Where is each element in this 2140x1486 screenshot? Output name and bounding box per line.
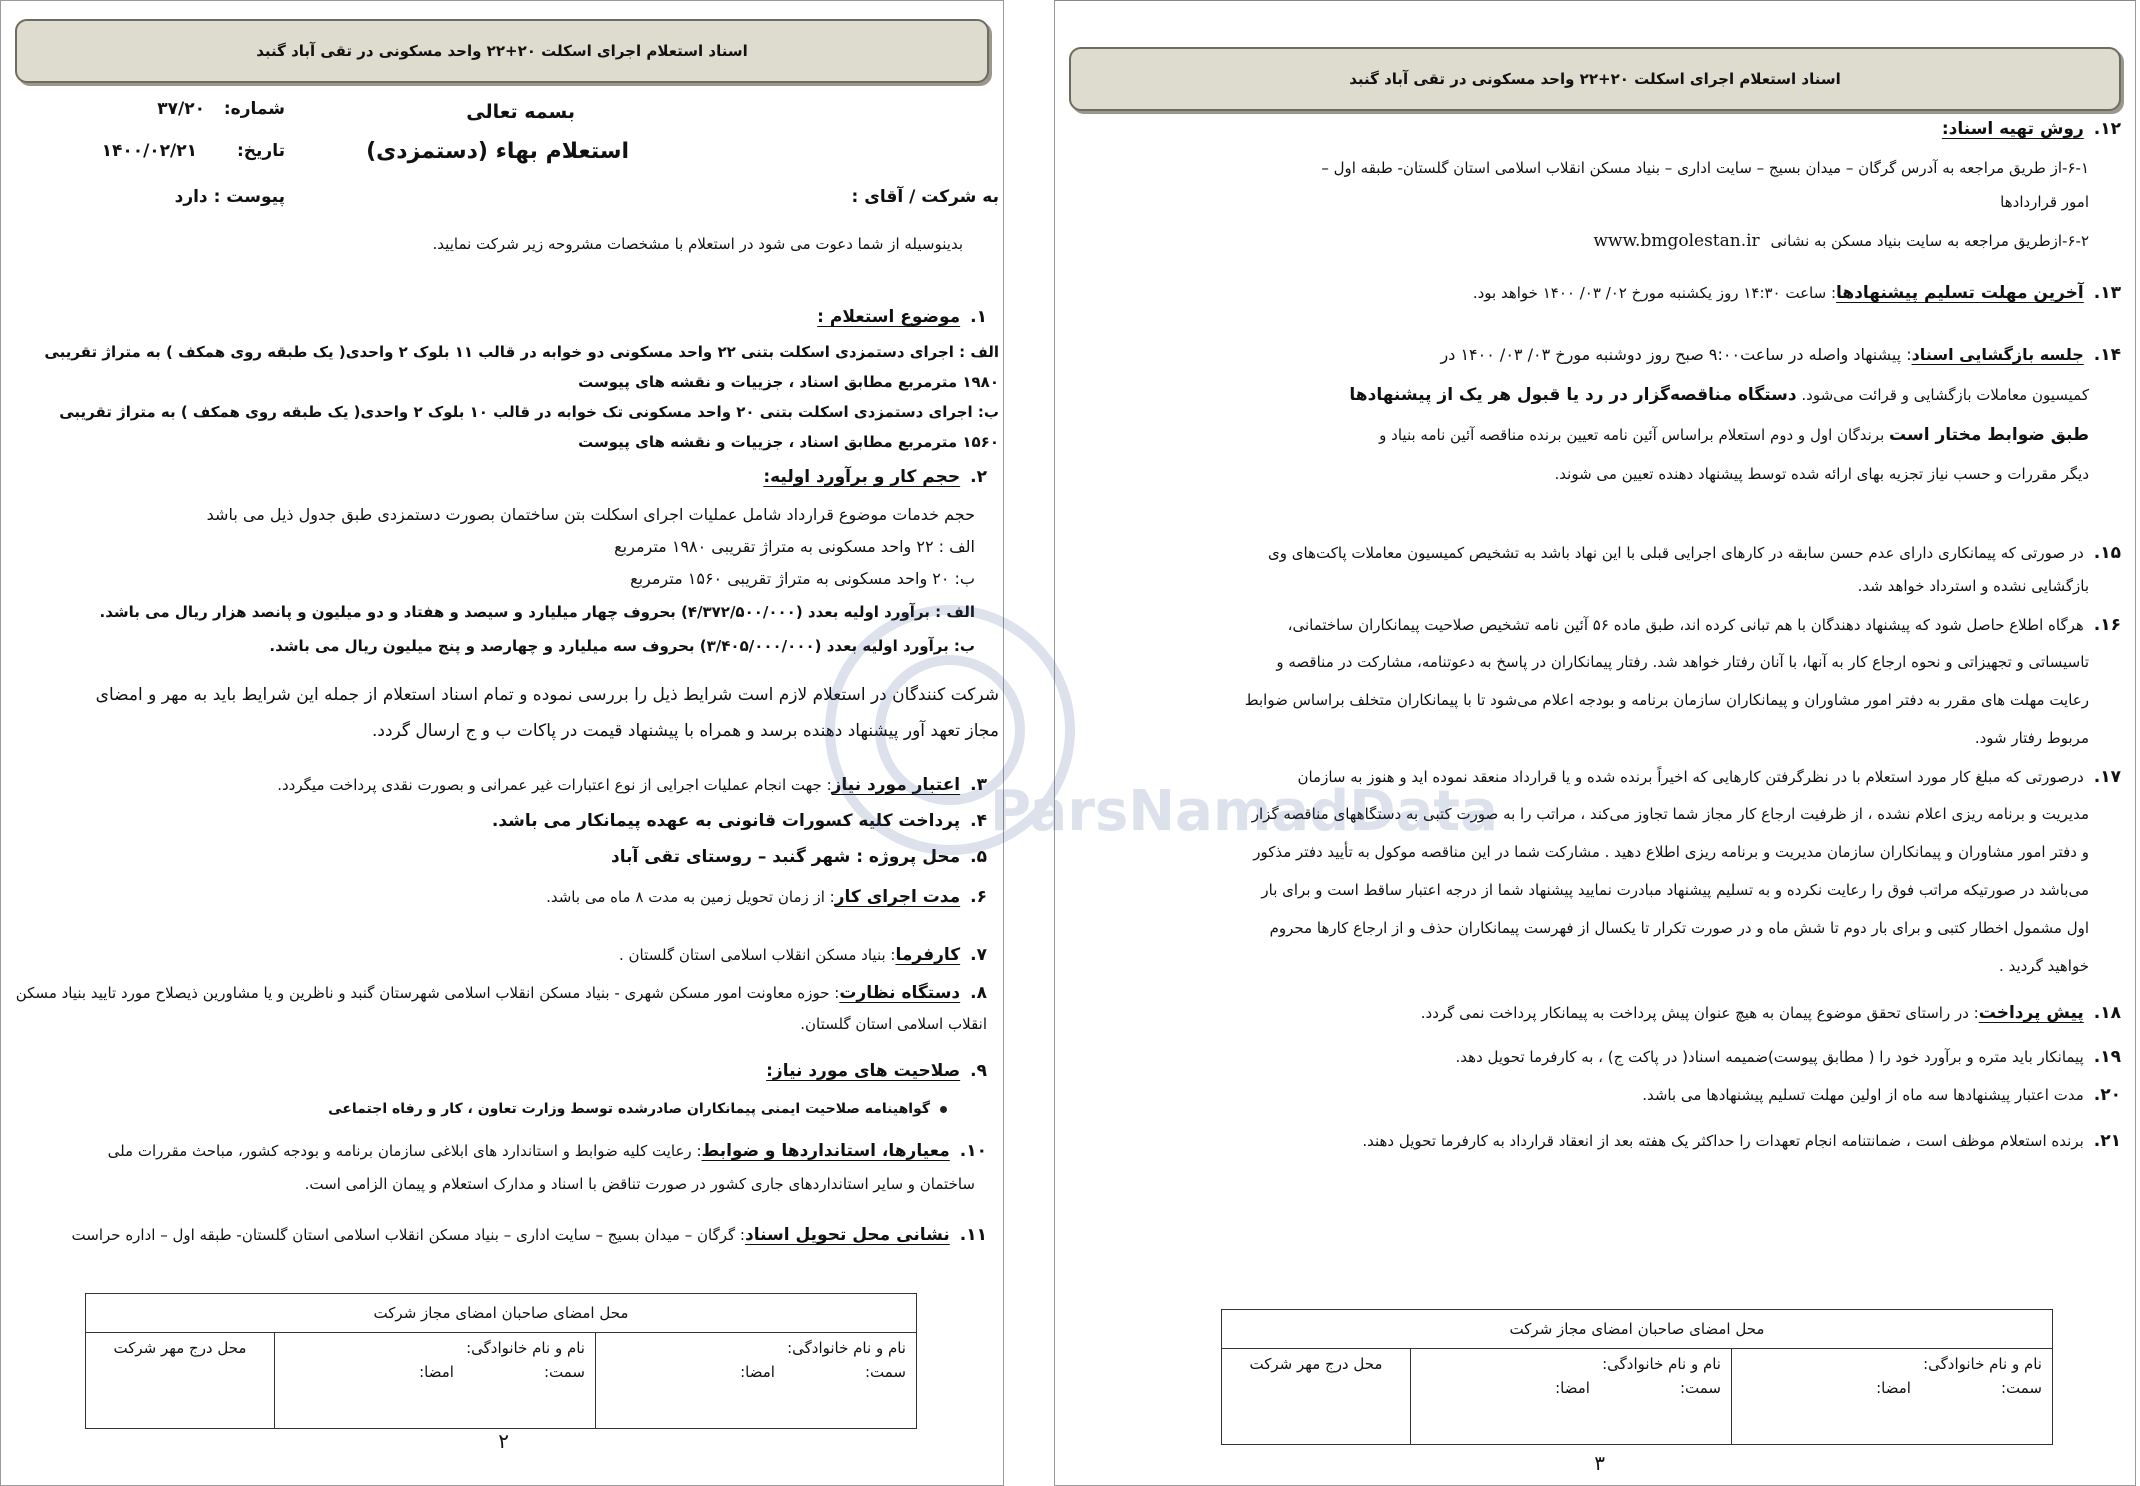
section-10-line2: ساختمان و سایر استانداردهای جاری کشور در صورت تناقض با اسناد و مدارک استعلام و پیمان الزامی است. (304, 1175, 975, 1193)
section-12-line1: ۶-۱-از طریق مراجعه به آدرس گرگان – میدان بسیج – سایت اداری – بنیاد مسکن انقلاب اسلامی استان گلستان- طبقه اول – (1321, 159, 2089, 177)
page-2 (0, 0, 1004, 1486)
page-number: ۳ (1594, 1451, 1605, 1475)
intro-text: بدینوسیله از شما دعوت می شود در استعلام با مشخصات مشروحه زیر شرکت نمایید. (432, 235, 963, 253)
section-20: ۲۰.مدت اعتبار پیشنهادها سه ماه از اولین مهلت تسلیم پیشنهادها می باشد. (1642, 1085, 2121, 1105)
section-16-line3: رعایت مهلت های مقرر به دفتر امور مشاوران و پیمانکاران سازمان برنامه و بودجه اعلام می‌شود تا با پیمانکاران متخلف براساس ضوابط (1244, 691, 2089, 709)
bullet-icon (940, 1106, 947, 1113)
section-17-line2: مدیریت و برنامه ریزی اعلام نشده ، از ظرفیت ارجاع کار مجاز شما تجاوز می‌کند ، مراتب را به صورت کتبی به دستگاههای مناقصه گزار (1251, 805, 2089, 823)
section-16-line1: ۱۶.هرگاه اطلاع حاصل شود که پیشنهاد دهندگان با هم تبانی کرده اند، طبق ماده ۵۶ آئین نامه تشخیص صلاحیت پیمانکاران ساختمانی، (1287, 615, 2121, 635)
section-2-paragraph-line2: مجاز تعهد آور پیشنهاد دهنده برسد و همراه با پیشنهاد قیمت در پاکات ب و ج ارسال گردد. (371, 721, 999, 741)
section-3: ۳.اعتبار مورد نیاز: جهت انجام عملیات اجرایی از نوع اعتبارات غیر عمرانی و بصورت نقدی پرداخت میگردد. (277, 775, 987, 795)
signature-table-header: محل امضای صاحبان امضای مجاز شرکت (1222, 1310, 2053, 1349)
section-10-line1: ۱۰.معیارها، استانداردها و ضوابط: رعایت کلیه ضوابط و استاندارد های ابلاغی سازمان برنامه و بودجه کشور، مباحث مقررات ملی (107, 1141, 987, 1161)
section-1-item-a-line2: ۱۹۸۰ مترمربع مطابق اسناد ، جزییات و نقشه های پیوست (578, 373, 999, 391)
date-value: ۱۴۰۰/۰۲/۲۱ (101, 141, 197, 161)
section-17-line5: اول مشمول اخطار کتبی و برای بار دوم تا شش ماه و در صورت تکرار تا یکسال از فهرست پیمانکاران حذف و از ارجاع کارها محروم (1269, 919, 2089, 937)
section-2-estimate-b: ب: برآورد اولیه بعدد (۳/۴۰۵/۰۰۰/۰۰۰) بحروف سه میلیارد و چهارصد و پنج میلیون ریال می باشد. (269, 637, 975, 655)
section-7: ۷.کارفرما: بنیاد مسکن انقلاب اسلامی استان گلستان . (619, 945, 987, 965)
signature-table (85, 1293, 917, 1429)
signature-table (1221, 1309, 2053, 1445)
section-19: ۱۹.پیمانکار باید متره و برآورد خود را ( مطابق پیوست)ضمیمه اسناد( در پاکت ج) ، به کارفرما تحویل دهد. (1455, 1047, 2121, 1067)
signature-cell-1: نام و نام خانوادگی: سمت: امضا: (596, 1333, 917, 1429)
section-16-line4: مربوط رفتار شود. (1974, 729, 2089, 747)
section-14-line4: دیگر مقررات و حسب نیاز تجزیه بهای ارائه شده توسط پیشنهاد دهنده تعیین می شوند. (1554, 465, 2089, 483)
section-1-heading: ۱.موضوع استعلام : (817, 307, 987, 327)
section-2-heading: ۲.حجم کار و برآورد اولیه: (763, 467, 987, 487)
section-12-line3: ۶-۲-ازطریق مراجعه به سایت بنیاد مسکن به نشانی www.bmgolestan.ir (1593, 231, 2089, 251)
document-header: اسناد استعلام اجرای اسکلت ۲۰+۲۲ واحد مسکونی در تقی آباد گنبد (15, 19, 989, 83)
date-label: تاریخ: (237, 141, 285, 161)
section-15-line2: بازگشایی نشده و استرداد خواهد شد. (1857, 577, 2089, 595)
section-17-line3: و دفتر امور مشاوران و پیمانکاران سازمان مدیریت و برنامه ریزی اطلاع دهید . مشارکت شما در این مناقصه موکول به تأیید دفتر مذکور (1253, 843, 2089, 861)
section-2-line2: الف : ۲۲ واحد مسکونی به متراژ تقریبی ۱۹۸۰ مترمربع (614, 537, 975, 556)
section-8-line2: انقلاب اسلامی استان گلستان. (800, 1015, 987, 1033)
page-number: ۲ (498, 1429, 509, 1453)
section-12-line2: امور قراردادها (2000, 193, 2089, 211)
section-2-estimate-a: الف : برآورد اولیه بعدد (۴/۳۷۲/۵۰۰/۰۰۰) بحروف چهار میلیارد و سیصد و هفتاد و دو میلیون و پانصد هزار ریال می باشد. (99, 603, 975, 621)
section-14-line3: طبق ضوابط مختار است برندگان اول و دوم استعلام براساس آئین نامه تعیین برنده مناقصه آئین نامه بنیاد و (1379, 425, 2089, 445)
section-2-line1: حجم خدمات موضوع قرارداد شامل عملیات اجرای اسکلت بتن ساختمان بصورت دستمزدی طبق جدول ذیل می باشد (206, 505, 975, 524)
section-18: ۱۸.پیش پرداخت: در راستای تحقق موضوع پیمان به هیچ عنوان پیش پرداخت به پیمانکار پرداخت نمی گردد. (1420, 1003, 2121, 1023)
signature-cell-2: نام و نام خانوادگی: سمت: امضا: (275, 1333, 596, 1429)
section-17-line1: ۱۷.درصورتی که مبلغ کار مورد استعلام با در نظرگرفتن کارهایی که اخیراً برنده شده و یا قرارداد منعقد نموده اید و هنوز به سازمان (1297, 767, 2121, 787)
section-17-line6: خواهید گردید . (1999, 957, 2089, 975)
page-3 (1054, 0, 2136, 1486)
recipient-line (1, 187, 999, 207)
document-title: استعلام بهاء (دستمزدی) (366, 139, 629, 164)
company-seal-cell: محل درج مهر شرکت (86, 1333, 275, 1429)
section-9-bullet: گواهینامه صلاحیت ایمنی پیمانکاران صادرشده توسط وزارت تعاون ، کار و رفاه اجتماعی (328, 1101, 947, 1117)
number-label: شماره: (223, 99, 285, 119)
section-13: ۱۳.آخرین مهلت تسلیم پیشنهادها: ساعت ۱۴:۳۰ روز یکشنبه مورخ ۰۲/ ۰۳/ ۱۴۰۰ خواهد بود. (1472, 283, 2121, 303)
section-1-item-b-line1: ب: اجرای دستمزدی اسکلت بتنی ۲۰ واحد مسکونی تک خوابه در قالب ۱۰ بلوک ۲ واحدی( یک طبقه روی همکف ) به متراژ تقریبی (59, 403, 999, 421)
section-1-item-a-line1: الف : اجرای دستمزدی اسکلت بتنی ۲۲ واحد مسکونی دو خوابه در قالب ۱۱ بلوک ۲ واحدی( یک طبقه روی همکف ) به متراژ تقریبی (44, 343, 999, 361)
attachment-status: پیوست : دارد (174, 187, 285, 207)
section-21: ۲۱.برنده استعلام موظف است ، ضمانتنامه انجام تعهدات را حداکثر یک هفته بعد از انعقاد قرارداد به کارفرما تحویل دهند. (1362, 1131, 2121, 1151)
section-15-line1: ۱۵.در صورتی که پیمانکاری دارای عدم حسن سابقه در کارهای اجرایی قبلی با این نهاد باشد به تشخیص کمیسیون معاملات پاکت‌های وی (1268, 543, 2121, 563)
company-seal-cell: محل درج مهر شرکت (1222, 1349, 1411, 1445)
section-14-line1: ۱۴.جلسه بازگشایی اسناد: پیشنهاد واصله در ساعت۹:۰۰ صبح روز دوشنبه مورخ ۰۳/ ۰۳/ ۱۴۰۰ در (1440, 345, 2121, 365)
section-9-heading: ۹.صلاحیت های مورد نیاز: (766, 1061, 987, 1081)
section-11: ۱۱.نشانی محل تحویل اسناد: گرگان – میدان بسیج – سایت اداری – بنیاد مسکن انقلاب اسلامی استان گلستان- طبقه اول – اداره حراست (71, 1225, 987, 1245)
section-14-line2: کمیسیون معاملات بازگشایی و قرائت می‌شود. دستگاه مناقصه‌گزار در رد یا قبول هر یک از پیشنهادها (1349, 385, 2089, 405)
section-5: ۵.محل پروژه : شهر گنبد – روستای تقی آباد (610, 847, 987, 867)
section-16-line2: تاسیساتی و تجهیزاتی و نحوه ارجاع کار به آنها، با آنان رفتار خواهد شد. رفتار پیمانکاران در پاسخ به دعوتنامه، مشارکت در مناقصه و (1276, 653, 2089, 671)
signature-table-header: محل امضای صاحبان امضای مجاز شرکت (86, 1294, 917, 1333)
section-2-line3: ب: ۲۰ واحد مسکونی به متراژ تقریبی ۱۵۶۰ مترمربع (630, 569, 975, 588)
section-8-line1: ۸.دستگاه نظارت: حوزه معاونت امور مسکن شهری - بنیاد مسکن انقلاب اسلامی شهرستان گنبد و ناظرین و یا مشاورین ذیصلاح مورد تایید بنیاد مسکن (15, 983, 987, 1003)
website-link[interactable]: www.bmgolestan.ir (1593, 231, 1760, 251)
section-6: ۶.مدت اجرای کار: از زمان تحویل زمین به مدت ۸ ماه می باشد. (546, 887, 987, 907)
section-4: ۴.پرداخت کلیه کسورات قانونی به عهده پیمانکار می باشد. (491, 811, 987, 831)
bismillah: بسمه تعالی (466, 101, 575, 123)
signature-cell-2: نام و نام خانوادگی: سمت: امضا: (1411, 1349, 1732, 1445)
number-value: ۳۷/۲۰ (157, 99, 205, 119)
signature-cell-1: نام و نام خانوادگی: سمت: امضا: (1732, 1349, 2053, 1445)
section-2-paragraph-line1: شرکت کنندگان در استعلام لازم است شرایط ذیل را بررسی نموده و تمام اسناد استعلام از جمله این شرایط باید به مهر و امضای (95, 685, 999, 705)
section-1-item-b-line2: ۱۵۶۰ مترمربع مطابق اسناد ، جزییات و نقشه های پیوست (578, 433, 999, 451)
section-12-heading: ۱۲.روش تهیه اسناد: (1941, 119, 2121, 139)
document-header: اسناد استعلام اجرای اسکلت ۲۰+۲۲ واحد مسکونی در تقی آباد گنبد (1069, 47, 2121, 111)
section-17-line4: می‌باشد در صورتیکه مراتب فوق را رعایت نکرده و به تسلیم پیشنهاد مبادرت نمایید پیشنهاد شما از درجه اعتبار ساقط است و برای بار (1261, 881, 2089, 899)
recipient-label: به شرکت / آقای : (851, 187, 999, 207)
